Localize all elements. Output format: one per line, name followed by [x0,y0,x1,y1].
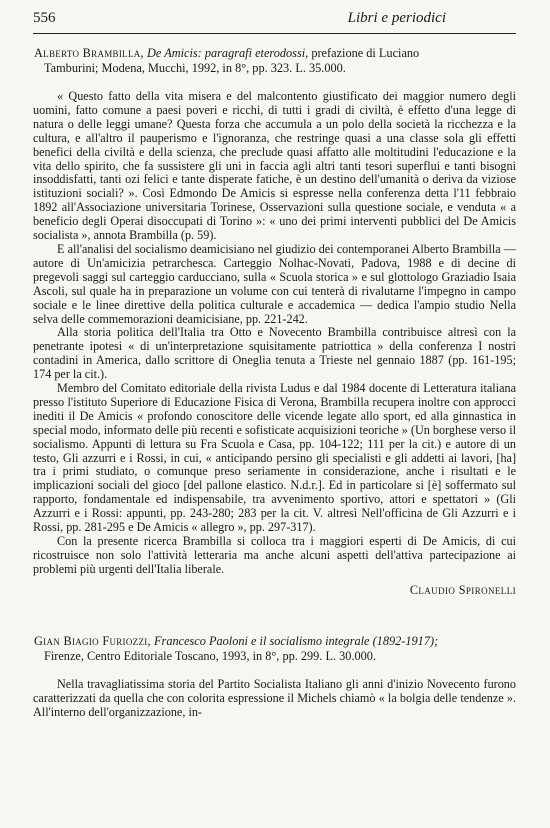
paragraph: E all'analisi del socialismo deamicisiano nel giudizio dei contemporanei Alberto Brambilla — autore di Un'amicizia petrarchesca. Carteggio Nolhac-Novati, Padova, 1988 e di decine di pregevoli saggi sul carteggio carducciano, sulla « Scuola storica » e sul glottologo Graziadio Isaia Ascoli, sul quale ha in preparazione un volume con cui tenterà di rivalutarne l'impegno in campo sociale e le linee direttive della politica culturale e accademica — dedica l'ampio studio Nella selva delle commemorazioni deamicisiane, pp. 221-242. [33,241,516,326]
review-book-title: De Amicis: paragrafi eterodossi, [147,46,309,60]
paragraph: Con la presente ricerca Brambilla si colloca tra i maggiori esperti di De Amicis, di cui ricostruisce non solo l'attività letteraria ma anche alcuni aspetti dell'attiva partecipazione ai problemi più urgenti dell'Italia liberale. [33,534,516,576]
review-book-title: Francesco Paoloni e il socialismo integrale (1892-1917); [154,633,439,648]
review-heading-2 [33,634,516,664]
review-author: Alberto Brambilla, [34,46,144,60]
page-header [33,0,516,34]
review-author: Gian Biagio Furiozzi, [34,633,151,648]
running-head: Libri e periodici [347,10,446,26]
paragraph: Nella travagliatissima storia del Partito Socialista Italiano gli anni d'inizio Novecento furono caratterizzati da quella che con colorita espressione il Michels chiamò « la bolgia delle tendenze ». All'interno dell'organizzazione, in- [33,676,516,719]
review-details-line2: Firenze, Centro Editoriale Toscano, 1993, in 8°, pp. 299. L. 30.000. [44,648,377,663]
review-body-2 [33,678,516,720]
review-details-line2: Tamburini; Modena, Mucchi, 1992, in 8°, pp. 323. L. 35.000. [44,61,346,75]
page-number: 556 [33,10,56,26]
paragraph: Alla storia politica dell'Italia tra Otto e Novecento Brambilla contribuisce altresì con la penetrante ipotesi « di un'interpretazione squisitamente patriottica » della conferenza I nostri contadini in America, dallo scrittore di Oneglia tenuta a Trieste nel gennaio 1887 (pp. 161-195; 174 per la cit.). [33,325,516,382]
paragraph: Membro del Comitato editoriale della rivista Ludus e dal 1984 docente di Letteratura italiana presso l'istituto Superiore di Educazione Fisica di Verona, Brambilla recupera inoltre con approcci inediti il De Amicis « profondo conoscitore delle vicende legate allo sport, ed alla ginnastica in special modo, informato delle più recenti e sofisticate acquisizioni teoriche » (Un borghese verso il socialismo. Appunti di lettura su Fra Scuola e Casa, pp. 104-122; 111 per la cit.) e autore di un testo, Gli azzurri e i Rossi, in cui, « anticipando persino gli specialisti e gli addetti ai lavori, [ha] tra i primi studiato, o comunque preso seriamente in considerazione, anche i risultati e le implicazioni sociali del gioco [del pallone elastico. N.d.r.]. Ed in particolare si [è] soffermato sul rapporto, fondamentale ed indispensabile, tra avvenimento sportivo, attori e spettatori » (Gli Azzurri e i Rossi: appunti, pp. 243-280; 283 per la cit. V. altresì Nell'officina de Gli Azzurri e i Rossi, pp. 281-295 e De Amicis « allegro », pp. 297-317). [33,381,516,535]
reviewer-signature: Claudio Spironelli [409,582,516,597]
paragraph: « Questo fatto della vita misera e del malcontento giustificato dei maggior numero degli uomini, fatto comune a paesi poveri e ricchi, di tutti i gradi di civiltà, è effetto d'una legge di natura o delle leggi umane? Questa forza che accumula a un polo della società la ricchezza e la cultura, e all'altro il pauperismo e l'ignoranza, che restringe quasi a una classe sola gli effetti benefici della civiltà e della scienza, che preclude quasi affatto alle moltitudini l'educazione e la vita dello spirito, che fa sussistere gli uni in faccia agli altri tanti tesori superflui e tanti bisogni insoddisfatti, tanti ozi felici e tante disperate fatiche, è un destino dell'umanità o deriva da viziose istituzioni sociali? ». Così Edmondo De Amicis si espresse nella conferenza detta l'11 febbraio 1892 all'Associazione universitaria Torinese, Osservazioni sulla questione sociale, e venduta « a beneficio degli Operai disoccupati di Torino »: « uno dei primi interventi pubblici del De Amicis socialista », annota Brambilla (p. 59). [33,89,516,243]
review-details: prefazione di Luciano [311,46,420,60]
review-heading-1 [33,46,516,76]
review-body-1 [33,90,516,577]
